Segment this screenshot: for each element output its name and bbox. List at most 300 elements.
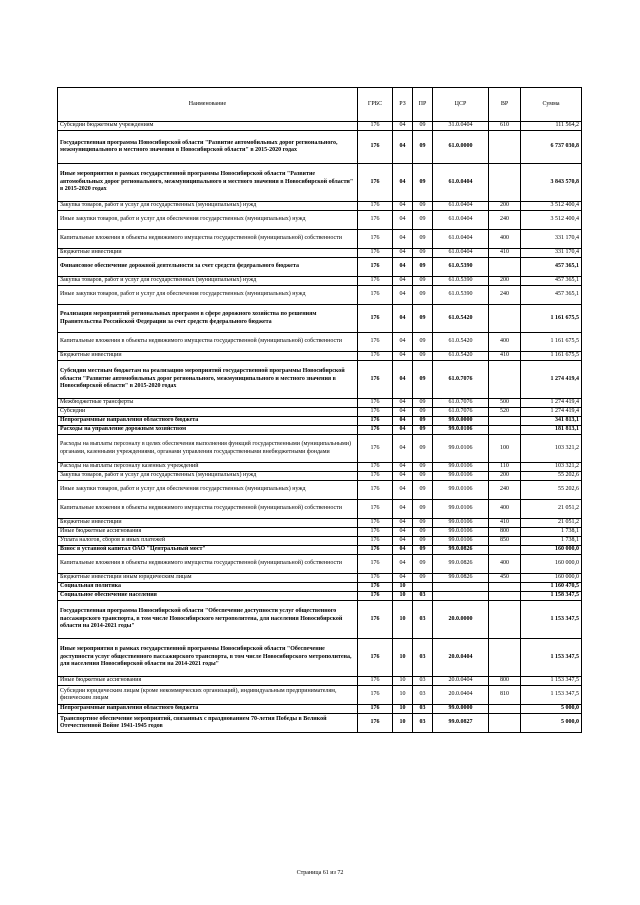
cell-vr bbox=[489, 546, 521, 555]
cell-pr: 09 bbox=[413, 249, 433, 258]
cell-rz: 10 bbox=[393, 705, 413, 714]
cell-pr: 09 bbox=[413, 202, 433, 211]
cell-rz: 04 bbox=[393, 546, 413, 555]
cell-rz: 10 bbox=[393, 601, 413, 639]
cell-rz: 04 bbox=[393, 408, 413, 417]
table-row bbox=[58, 705, 582, 714]
cell-sum: 1 158 347,5 bbox=[521, 592, 582, 601]
cell-pr: 09 bbox=[413, 122, 433, 131]
cell-csr: 99.0.0106 bbox=[433, 472, 489, 481]
cell-csr: 61.0.5390 bbox=[433, 277, 489, 286]
budget-table-container bbox=[57, 87, 581, 733]
table-row bbox=[58, 352, 582, 361]
cell-vr: 200 bbox=[489, 202, 521, 211]
table-row bbox=[58, 399, 582, 408]
cell-csr: 31.0.0404 bbox=[433, 122, 489, 131]
cell-rz: 04 bbox=[393, 481, 413, 500]
cell-name: Бюджетные инвестиции bbox=[58, 249, 358, 258]
cell-grbs: 176 bbox=[358, 164, 393, 202]
cell-sum: 103 321,2 bbox=[521, 435, 582, 463]
table-row bbox=[58, 333, 582, 352]
cell-csr bbox=[433, 583, 489, 592]
cell-sum: 103 321,2 bbox=[521, 463, 582, 472]
cell-vr: 400 bbox=[489, 333, 521, 352]
cell-sum: 1 153 347,5 bbox=[521, 677, 582, 686]
cell-rz: 04 bbox=[393, 537, 413, 546]
cell-pr: 03 bbox=[413, 677, 433, 686]
table-row bbox=[58, 555, 582, 574]
cell-grbs: 176 bbox=[358, 537, 393, 546]
cell-vr bbox=[489, 417, 521, 426]
table-body bbox=[58, 122, 582, 733]
table-row bbox=[58, 519, 582, 528]
cell-rz: 04 bbox=[393, 131, 413, 164]
cell-name: Транспортное обеспечение мероприятий, связанных с празднованием 70-летия Победы в Великой Отечественной Войне 1941-1945 годов bbox=[58, 714, 358, 733]
cell-name: Государственная программа Новосибирской области "Развитие автомобильных дорог регионального, межмуниципального и местного значения в Новосибирской области" в 2015-2020 годах bbox=[58, 131, 358, 164]
cell-vr: 520 bbox=[489, 408, 521, 417]
cell-grbs: 176 bbox=[358, 528, 393, 537]
cell-csr bbox=[433, 592, 489, 601]
table-row bbox=[58, 472, 582, 481]
cell-sum: 6 737 030,8 bbox=[521, 131, 582, 164]
cell-grbs: 176 bbox=[358, 399, 393, 408]
cell-name: Бюджетные инвестиции bbox=[58, 519, 358, 528]
header-rz: РЗ bbox=[393, 88, 413, 122]
cell-pr: 09 bbox=[413, 286, 433, 305]
cell-pr: 09 bbox=[413, 555, 433, 574]
cell-pr: 09 bbox=[413, 500, 433, 519]
cell-csr: 99.0.0826 bbox=[433, 555, 489, 574]
cell-rz: 04 bbox=[393, 211, 413, 230]
cell-sum: 1 153 347,5 bbox=[521, 601, 582, 639]
cell-rz: 04 bbox=[393, 500, 413, 519]
cell-name: Непрограммные направления областного бюджета bbox=[58, 417, 358, 426]
cell-rz: 04 bbox=[393, 286, 413, 305]
cell-vr: 610 bbox=[489, 122, 521, 131]
cell-sum: 1 274 419,4 bbox=[521, 399, 582, 408]
cell-name: Бюджетные инвестиции bbox=[58, 352, 358, 361]
cell-grbs: 176 bbox=[358, 122, 393, 131]
cell-sum: 457 365,1 bbox=[521, 277, 582, 286]
cell-vr bbox=[489, 705, 521, 714]
cell-rz: 04 bbox=[393, 249, 413, 258]
cell-sum: 21 051,2 bbox=[521, 519, 582, 528]
cell-csr: 20.0.0404 bbox=[433, 639, 489, 677]
table-row bbox=[58, 677, 582, 686]
cell-vr: 200 bbox=[489, 277, 521, 286]
page-footer: Страница 61 из 72 bbox=[296, 870, 344, 876]
header-name: Наименование bbox=[58, 88, 358, 122]
cell-grbs: 176 bbox=[358, 435, 393, 463]
cell-name: Социальное обеспечение населения bbox=[58, 592, 358, 601]
table-row bbox=[58, 537, 582, 546]
cell-sum: 3 843 570,8 bbox=[521, 164, 582, 202]
cell-grbs: 176 bbox=[358, 361, 393, 399]
cell-vr: 800 bbox=[489, 677, 521, 686]
cell-csr: 61.0.0404 bbox=[433, 230, 489, 249]
cell-rz: 04 bbox=[393, 277, 413, 286]
cell-grbs: 176 bbox=[358, 601, 393, 639]
cell-csr: 99.0.0827 bbox=[433, 714, 489, 733]
cell-pr: 09 bbox=[413, 546, 433, 555]
cell-vr: 100 bbox=[489, 435, 521, 463]
cell-name: Субсидии юридическим лицам (кроме некоммерческих организаций), индивидуальным предпринимателям, физическим лицам bbox=[58, 686, 358, 705]
cell-csr: 99.0.0000 bbox=[433, 705, 489, 714]
cell-grbs: 176 bbox=[358, 555, 393, 574]
cell-vr bbox=[489, 164, 521, 202]
cell-name: Финансовое обеспечение дорожной деятельности за счет средств федерального бюджета bbox=[58, 258, 358, 277]
cell-sum: 111 564,2 bbox=[521, 122, 582, 131]
cell-sum: 1 153 347,5 bbox=[521, 639, 582, 677]
table-row bbox=[58, 164, 582, 202]
table-row bbox=[58, 286, 582, 305]
cell-csr: 61.0.0000 bbox=[433, 131, 489, 164]
cell-grbs: 176 bbox=[358, 277, 393, 286]
cell-sum: 5 000,0 bbox=[521, 714, 582, 733]
cell-csr: 61.0.7076 bbox=[433, 408, 489, 417]
cell-csr: 61.0.5390 bbox=[433, 258, 489, 277]
header-pr: ПР bbox=[413, 88, 433, 122]
cell-rz: 10 bbox=[393, 714, 413, 733]
cell-rz: 04 bbox=[393, 574, 413, 583]
table-row bbox=[58, 714, 582, 733]
cell-vr: 410 bbox=[489, 249, 521, 258]
table-row bbox=[58, 546, 582, 555]
cell-pr: 09 bbox=[413, 399, 433, 408]
cell-pr: 09 bbox=[413, 277, 433, 286]
cell-name: Субсидии bbox=[58, 408, 358, 417]
cell-name: Иные мероприятия в рамках государственной программы Новосибирской области "Развитие автомобильных дорог регионального, межмуниципального и местного значения в Новосибирской области" в 2015-2020 годах bbox=[58, 164, 358, 202]
cell-rz: 04 bbox=[393, 472, 413, 481]
cell-rz: 04 bbox=[393, 463, 413, 472]
cell-name: Субсидии бюджетным учреждениям bbox=[58, 122, 358, 131]
cell-sum: 160 000,0 bbox=[521, 574, 582, 583]
cell-vr: 200 bbox=[489, 472, 521, 481]
cell-vr bbox=[489, 426, 521, 435]
cell-csr: 99.0.0106 bbox=[433, 435, 489, 463]
table-row bbox=[58, 583, 582, 592]
cell-pr: 09 bbox=[413, 258, 433, 277]
cell-rz: 04 bbox=[393, 435, 413, 463]
cell-name: Иные закупки товаров, работ и услуг для обеспечения государственных (муниципальных) нужд bbox=[58, 211, 358, 230]
cell-sum: 5 000,0 bbox=[521, 705, 582, 714]
table-row bbox=[58, 249, 582, 258]
cell-vr bbox=[489, 592, 521, 601]
table-row bbox=[58, 417, 582, 426]
table-row bbox=[58, 601, 582, 639]
cell-vr bbox=[489, 131, 521, 164]
cell-rz: 04 bbox=[393, 426, 413, 435]
cell-rz: 04 bbox=[393, 202, 413, 211]
cell-sum: 1 274 419,4 bbox=[521, 408, 582, 417]
cell-csr: 99.0.0106 bbox=[433, 537, 489, 546]
cell-csr: 99.0.0106 bbox=[433, 463, 489, 472]
cell-csr: 99.0.0826 bbox=[433, 546, 489, 555]
cell-vr bbox=[489, 639, 521, 677]
cell-name: Расходы на управление дорожным хозяйством bbox=[58, 426, 358, 435]
cell-name: Иные бюджетные ассигнования bbox=[58, 528, 358, 537]
cell-name: Реализация мероприятий региональных программ в сфере дорожного хозяйства по решениям Правительства Российской Федерации за счет средств федерального бюджета bbox=[58, 305, 358, 333]
cell-csr: 99.0.0106 bbox=[433, 426, 489, 435]
cell-name: Закупка товаров, работ и услуг для государственных (муниципальных) нужд bbox=[58, 277, 358, 286]
cell-pr: 09 bbox=[413, 481, 433, 500]
cell-csr: 20.0.0000 bbox=[433, 601, 489, 639]
cell-csr: 20.0.0404 bbox=[433, 686, 489, 705]
cell-grbs: 176 bbox=[358, 472, 393, 481]
cell-csr: 99.0.0106 bbox=[433, 519, 489, 528]
cell-pr: 09 bbox=[413, 537, 433, 546]
cell-grbs: 176 bbox=[358, 249, 393, 258]
cell-vr: 810 bbox=[489, 686, 521, 705]
cell-sum: 1 161 675,5 bbox=[521, 305, 582, 333]
cell-vr: 500 bbox=[489, 399, 521, 408]
cell-csr: 99.0.0106 bbox=[433, 528, 489, 537]
cell-csr: 20.0.0404 bbox=[433, 677, 489, 686]
cell-name: Капитальные вложения в объекты недвижимого имущества государственной (муниципальной) собственности bbox=[58, 500, 358, 519]
cell-pr: 09 bbox=[413, 519, 433, 528]
cell-rz: 10 bbox=[393, 677, 413, 686]
cell-vr bbox=[489, 714, 521, 733]
cell-sum: 55 202,6 bbox=[521, 481, 582, 500]
cell-vr: 240 bbox=[489, 481, 521, 500]
cell-sum: 331 170,4 bbox=[521, 249, 582, 258]
cell-sum: 341 813,1 bbox=[521, 417, 582, 426]
cell-name: Капитальные вложения в объекты недвижимого имущества государственной (муниципальной) собственности bbox=[58, 333, 358, 352]
table-row bbox=[58, 574, 582, 583]
cell-vr: 800 bbox=[489, 528, 521, 537]
cell-vr: 410 bbox=[489, 519, 521, 528]
cell-grbs: 176 bbox=[358, 230, 393, 249]
cell-vr bbox=[489, 361, 521, 399]
cell-sum: 1 738,1 bbox=[521, 528, 582, 537]
cell-rz: 04 bbox=[393, 352, 413, 361]
cell-pr: 09 bbox=[413, 352, 433, 361]
cell-rz: 10 bbox=[393, 592, 413, 601]
cell-name: Иные закупки товаров, работ и услуг для обеспечения государственных (муниципальных) нужд bbox=[58, 286, 358, 305]
cell-rz: 04 bbox=[393, 164, 413, 202]
cell-pr bbox=[413, 583, 433, 592]
cell-rz: 04 bbox=[393, 399, 413, 408]
cell-grbs: 176 bbox=[358, 333, 393, 352]
cell-pr: 09 bbox=[413, 361, 433, 399]
cell-grbs: 176 bbox=[358, 500, 393, 519]
cell-sum: 3 512 400,4 bbox=[521, 202, 582, 211]
cell-pr: 09 bbox=[413, 131, 433, 164]
cell-sum: 1 160 470,5 bbox=[521, 583, 582, 592]
cell-vr: 400 bbox=[489, 555, 521, 574]
cell-grbs: 176 bbox=[358, 574, 393, 583]
cell-rz: 04 bbox=[393, 361, 413, 399]
cell-pr: 03 bbox=[413, 705, 433, 714]
cell-pr: 09 bbox=[413, 426, 433, 435]
cell-csr: 61.0.7076 bbox=[433, 399, 489, 408]
header-sum: Сумма bbox=[521, 88, 582, 122]
cell-name: Закупка товаров, работ и услуг для государственных (муниципальных) нужд bbox=[58, 202, 358, 211]
cell-grbs: 176 bbox=[358, 408, 393, 417]
table-row bbox=[58, 528, 582, 537]
cell-csr: 61.0.7076 bbox=[433, 361, 489, 399]
cell-grbs: 176 bbox=[358, 714, 393, 733]
cell-grbs: 176 bbox=[358, 131, 393, 164]
table-row bbox=[58, 305, 582, 333]
cell-rz: 04 bbox=[393, 122, 413, 131]
cell-name: Иные бюджетные ассигнования bbox=[58, 677, 358, 686]
budget-table bbox=[57, 87, 582, 733]
cell-sum: 1 161 675,5 bbox=[521, 333, 582, 352]
header-vr: ВР bbox=[489, 88, 521, 122]
cell-grbs: 176 bbox=[358, 258, 393, 277]
cell-vr: 240 bbox=[489, 211, 521, 230]
cell-rz: 04 bbox=[393, 519, 413, 528]
cell-csr: 99.0.0000 bbox=[433, 417, 489, 426]
cell-rz: 04 bbox=[393, 230, 413, 249]
cell-csr: 99.0.0106 bbox=[433, 500, 489, 519]
cell-pr: 09 bbox=[413, 408, 433, 417]
cell-csr: 61.0.5420 bbox=[433, 333, 489, 352]
table-row bbox=[58, 211, 582, 230]
cell-csr: 61.0.0404 bbox=[433, 202, 489, 211]
cell-name: Капитальные вложения в объекты недвижимого имущества государственной (муниципальной) собственности bbox=[58, 230, 358, 249]
cell-grbs: 176 bbox=[358, 211, 393, 230]
cell-pr: 09 bbox=[413, 463, 433, 472]
table-row bbox=[58, 230, 582, 249]
cell-sum: 55 202,6 bbox=[521, 472, 582, 481]
cell-grbs: 176 bbox=[358, 592, 393, 601]
cell-pr: 09 bbox=[413, 164, 433, 202]
cell-pr: 09 bbox=[413, 472, 433, 481]
table-row bbox=[58, 202, 582, 211]
cell-rz: 10 bbox=[393, 583, 413, 592]
table-row bbox=[58, 408, 582, 417]
cell-grbs: 176 bbox=[358, 583, 393, 592]
cell-grbs: 176 bbox=[358, 481, 393, 500]
cell-vr: 400 bbox=[489, 500, 521, 519]
table-header-row bbox=[58, 88, 582, 122]
cell-grbs: 176 bbox=[358, 546, 393, 555]
cell-csr: 99.0.0106 bbox=[433, 481, 489, 500]
cell-sum: 331 170,4 bbox=[521, 230, 582, 249]
cell-name: Государственная программа Новосибирской области "Обеспечение доступности услуг общественного пассажирского транспорта, в том числе Новосибирского метрополитена, для населения Новосибирской области на 2014-2021 годы" bbox=[58, 601, 358, 639]
cell-rz: 10 bbox=[393, 686, 413, 705]
cell-csr: 61.0.5420 bbox=[433, 305, 489, 333]
table-row bbox=[58, 426, 582, 435]
table-row bbox=[58, 258, 582, 277]
cell-pr: 09 bbox=[413, 528, 433, 537]
table-row bbox=[58, 277, 582, 286]
cell-csr: 61.0.0404 bbox=[433, 211, 489, 230]
cell-name: Иные мероприятия в рамках государственной программы Новосибирской области "Обеспечение доступности услуг общественного пассажирского транспорта, в том числе Новосибирского метрополитена, для населения Новосибирской области на 2014-2021 годы" bbox=[58, 639, 358, 677]
cell-pr: 03 bbox=[413, 686, 433, 705]
cell-sum: 3 512 400,4 bbox=[521, 211, 582, 230]
cell-grbs: 176 bbox=[358, 519, 393, 528]
cell-vr: 110 bbox=[489, 463, 521, 472]
cell-rz: 04 bbox=[393, 528, 413, 537]
cell-vr bbox=[489, 258, 521, 277]
cell-sum: 160 000,0 bbox=[521, 555, 582, 574]
cell-sum: 1 161 675,5 bbox=[521, 352, 582, 361]
cell-pr: 09 bbox=[413, 333, 433, 352]
cell-sum: 21 051,2 bbox=[521, 500, 582, 519]
table-row bbox=[58, 592, 582, 601]
cell-pr: 03 bbox=[413, 639, 433, 677]
cell-pr: 09 bbox=[413, 211, 433, 230]
cell-rz: 10 bbox=[393, 639, 413, 677]
cell-name: Бюджетные инвестиции иным юридическим лицам bbox=[58, 574, 358, 583]
cell-name: Межбюджетные трансферты bbox=[58, 399, 358, 408]
cell-rz: 04 bbox=[393, 258, 413, 277]
cell-pr: 09 bbox=[413, 435, 433, 463]
cell-name: Иные закупки товаров, работ и услуг для обеспечения государственных (муниципальных) нужд bbox=[58, 481, 358, 500]
cell-rz: 04 bbox=[393, 305, 413, 333]
table-row bbox=[58, 361, 582, 399]
table-row bbox=[58, 639, 582, 677]
cell-sum: 160 000,0 bbox=[521, 546, 582, 555]
table-row bbox=[58, 481, 582, 500]
cell-grbs: 176 bbox=[358, 686, 393, 705]
cell-name: Непрограммные направления областного бюджета bbox=[58, 705, 358, 714]
cell-csr: 61.0.0404 bbox=[433, 249, 489, 258]
cell-grbs: 176 bbox=[358, 639, 393, 677]
cell-pr: 09 bbox=[413, 417, 433, 426]
cell-pr: 03 bbox=[413, 601, 433, 639]
cell-pr: 03 bbox=[413, 592, 433, 601]
cell-grbs: 176 bbox=[358, 705, 393, 714]
cell-csr: 99.0.0826 bbox=[433, 574, 489, 583]
cell-rz: 04 bbox=[393, 555, 413, 574]
cell-pr: 09 bbox=[413, 305, 433, 333]
cell-vr bbox=[489, 305, 521, 333]
cell-name: Капитальные вложения в объекты недвижимого имущества государственной (муниципальной) собственности bbox=[58, 555, 358, 574]
cell-vr bbox=[489, 601, 521, 639]
cell-rz: 04 bbox=[393, 417, 413, 426]
cell-vr: 400 bbox=[489, 230, 521, 249]
cell-pr: 09 bbox=[413, 574, 433, 583]
cell-name: Уплата налогов, сборов и иных платежей bbox=[58, 537, 358, 546]
cell-rz: 04 bbox=[393, 333, 413, 352]
cell-name: Расходы на выплаты персоналу казенных учреждений bbox=[58, 463, 358, 472]
cell-csr: 61.0.0404 bbox=[433, 164, 489, 202]
cell-csr: 61.0.5390 bbox=[433, 286, 489, 305]
cell-sum: 1 274 419,4 bbox=[521, 361, 582, 399]
cell-name: Социальная политика bbox=[58, 583, 358, 592]
header-grbs: ГРБС bbox=[358, 88, 393, 122]
cell-sum: 1 153 347,5 bbox=[521, 686, 582, 705]
cell-grbs: 176 bbox=[358, 426, 393, 435]
table-row bbox=[58, 463, 582, 472]
cell-grbs: 176 bbox=[358, 677, 393, 686]
cell-sum: 457 365,1 bbox=[521, 286, 582, 305]
cell-grbs: 176 bbox=[358, 352, 393, 361]
cell-name: Расходы на выплаты персоналу в целях обеспечения выполнения функций государственными (муниципальными) органами, казенными учреждениями, органами управления государственными внебюджетными фондами bbox=[58, 435, 358, 463]
cell-sum: 457 365,1 bbox=[521, 258, 582, 277]
cell-vr: 850 bbox=[489, 537, 521, 546]
cell-name: Закупка товаров, работ и услуг для государственных (муниципальных) нужд bbox=[58, 472, 358, 481]
cell-grbs: 176 bbox=[358, 417, 393, 426]
cell-name: Взнос в уставной капитал ОАО "Центральный мост" bbox=[58, 546, 358, 555]
header-csr: ЦСР bbox=[433, 88, 489, 122]
table-row bbox=[58, 686, 582, 705]
table-row bbox=[58, 500, 582, 519]
cell-pr: 09 bbox=[413, 230, 433, 249]
cell-grbs: 176 bbox=[358, 463, 393, 472]
cell-grbs: 176 bbox=[358, 286, 393, 305]
cell-vr: 450 bbox=[489, 574, 521, 583]
cell-sum: 181 813,1 bbox=[521, 426, 582, 435]
cell-vr: 240 bbox=[489, 286, 521, 305]
cell-grbs: 176 bbox=[358, 202, 393, 211]
cell-sum: 1 738,1 bbox=[521, 537, 582, 546]
cell-grbs: 176 bbox=[358, 305, 393, 333]
